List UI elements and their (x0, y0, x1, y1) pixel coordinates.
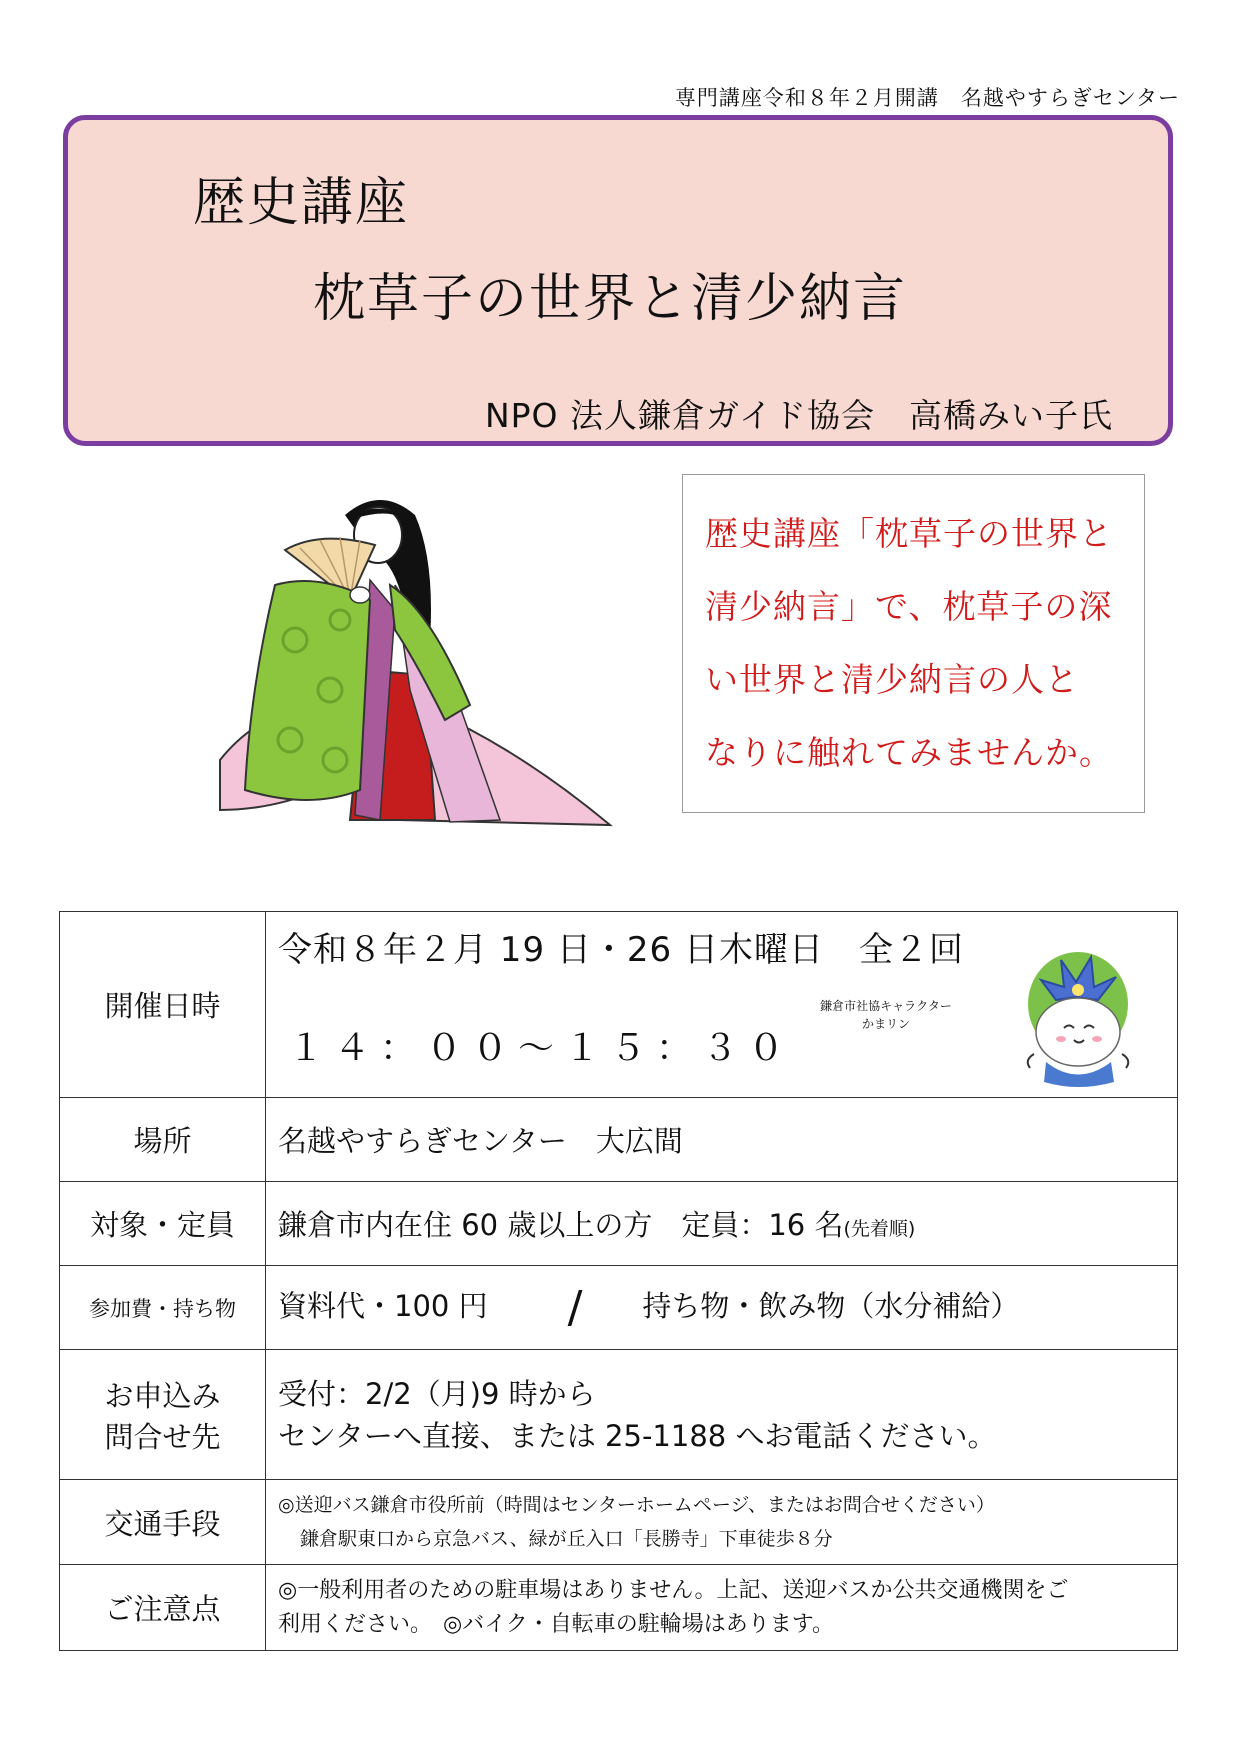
row-fee (60, 1266, 1178, 1350)
fee-items: 持ち物・飲み物（水分補給） (642, 1289, 1020, 1323)
apply-line1: 受付：2/2（月)9 時から (278, 1376, 596, 1411)
promo-line: い世界と清少納言の人と (705, 660, 1079, 699)
notes-value (266, 1565, 1178, 1651)
mascot-caption (796, 997, 976, 1033)
title-box (63, 115, 1173, 446)
promo-text (705, 497, 1135, 789)
row-target (60, 1182, 1178, 1266)
row-schedule (60, 912, 1178, 1098)
apply-label-line1: お申込み (104, 1378, 221, 1413)
schedule-time: １４：００～１５：３０ (288, 1028, 795, 1069)
target-text: 鎌倉市内在住 60 歳以上の方 定員：16 名 (278, 1208, 844, 1242)
notes-line2: 利用ください。 ◎バイク・自転車の駐輪場はあります。 (278, 1611, 834, 1637)
mascot-caption-line2: かまリン (861, 1017, 910, 1031)
schedule-date: 令和８年２月 19 日・26 日木曜日 全２回 (278, 930, 964, 970)
notes-label: ご注意点 (60, 1565, 266, 1651)
fee-label: 参加費・持ち物 (60, 1266, 266, 1350)
promo-box (682, 474, 1145, 813)
info-table (59, 911, 1178, 1651)
course-title: 枕草子の世界と清少納言 (313, 269, 908, 329)
promo-line: 歴史講座「枕草子の世界と (705, 514, 1113, 553)
schedule-label: 開催日時 (60, 912, 266, 1098)
venue-label: 場所 (60, 1098, 266, 1182)
header-center-name: 専門講座令和８年２月開講 名越やすらぎセンター (674, 86, 1180, 110)
apply-label (60, 1350, 266, 1480)
target-note: (先着順) (843, 1218, 916, 1240)
target-label: 対象・定員 (60, 1182, 266, 1266)
fee-separator: / (567, 1282, 583, 1333)
target-value (266, 1182, 1178, 1266)
row-transport (60, 1480, 1178, 1565)
schedule-value (266, 912, 1178, 1098)
fee-text: 資料代・100 円 (278, 1289, 488, 1323)
row-apply (60, 1350, 1178, 1480)
kamarin-mascot-icon (1016, 942, 1146, 1092)
speaker-name: NPO 法人鎌倉ガイド協会 高橋みい子氏 (484, 396, 1113, 435)
promo-line: 清少納言」で、枕草子の深 (705, 587, 1113, 626)
promo-line: なりに触れてみませんか。 (705, 733, 1113, 772)
mascot-caption-line1: 鎌倉市社協キャラクター (820, 999, 952, 1013)
venue-value: 名越やすらぎセンター 大広間 (266, 1098, 1178, 1182)
transport-line1: ◎送迎バス鎌倉市役所前（時間はセンターホームページ、またはお問合せください） (278, 1494, 995, 1516)
row-notes (60, 1565, 1178, 1651)
row-venue (60, 1098, 1178, 1182)
course-category: 歴史講座 (193, 173, 410, 233)
transport-line2: 鎌倉駅東口から京急バス、緑が丘入口「長勝寺」下車徒歩８分 (300, 1528, 833, 1550)
apply-label-line2: 問合せ先 (104, 1419, 221, 1454)
apply-value (266, 1350, 1178, 1480)
transport-label: 交通手段 (60, 1480, 266, 1565)
fee-value (266, 1266, 1178, 1350)
apply-line2: センターへ直接、または 25-1188 へお電話ください。 (278, 1418, 997, 1453)
transport-value (266, 1480, 1178, 1565)
notes-line1: ◎一般利用者のための駐車場はありません。上記、送迎バスか公共交通機関をご (278, 1577, 1069, 1603)
heian-lady-with-fan-illustration (200, 490, 660, 860)
